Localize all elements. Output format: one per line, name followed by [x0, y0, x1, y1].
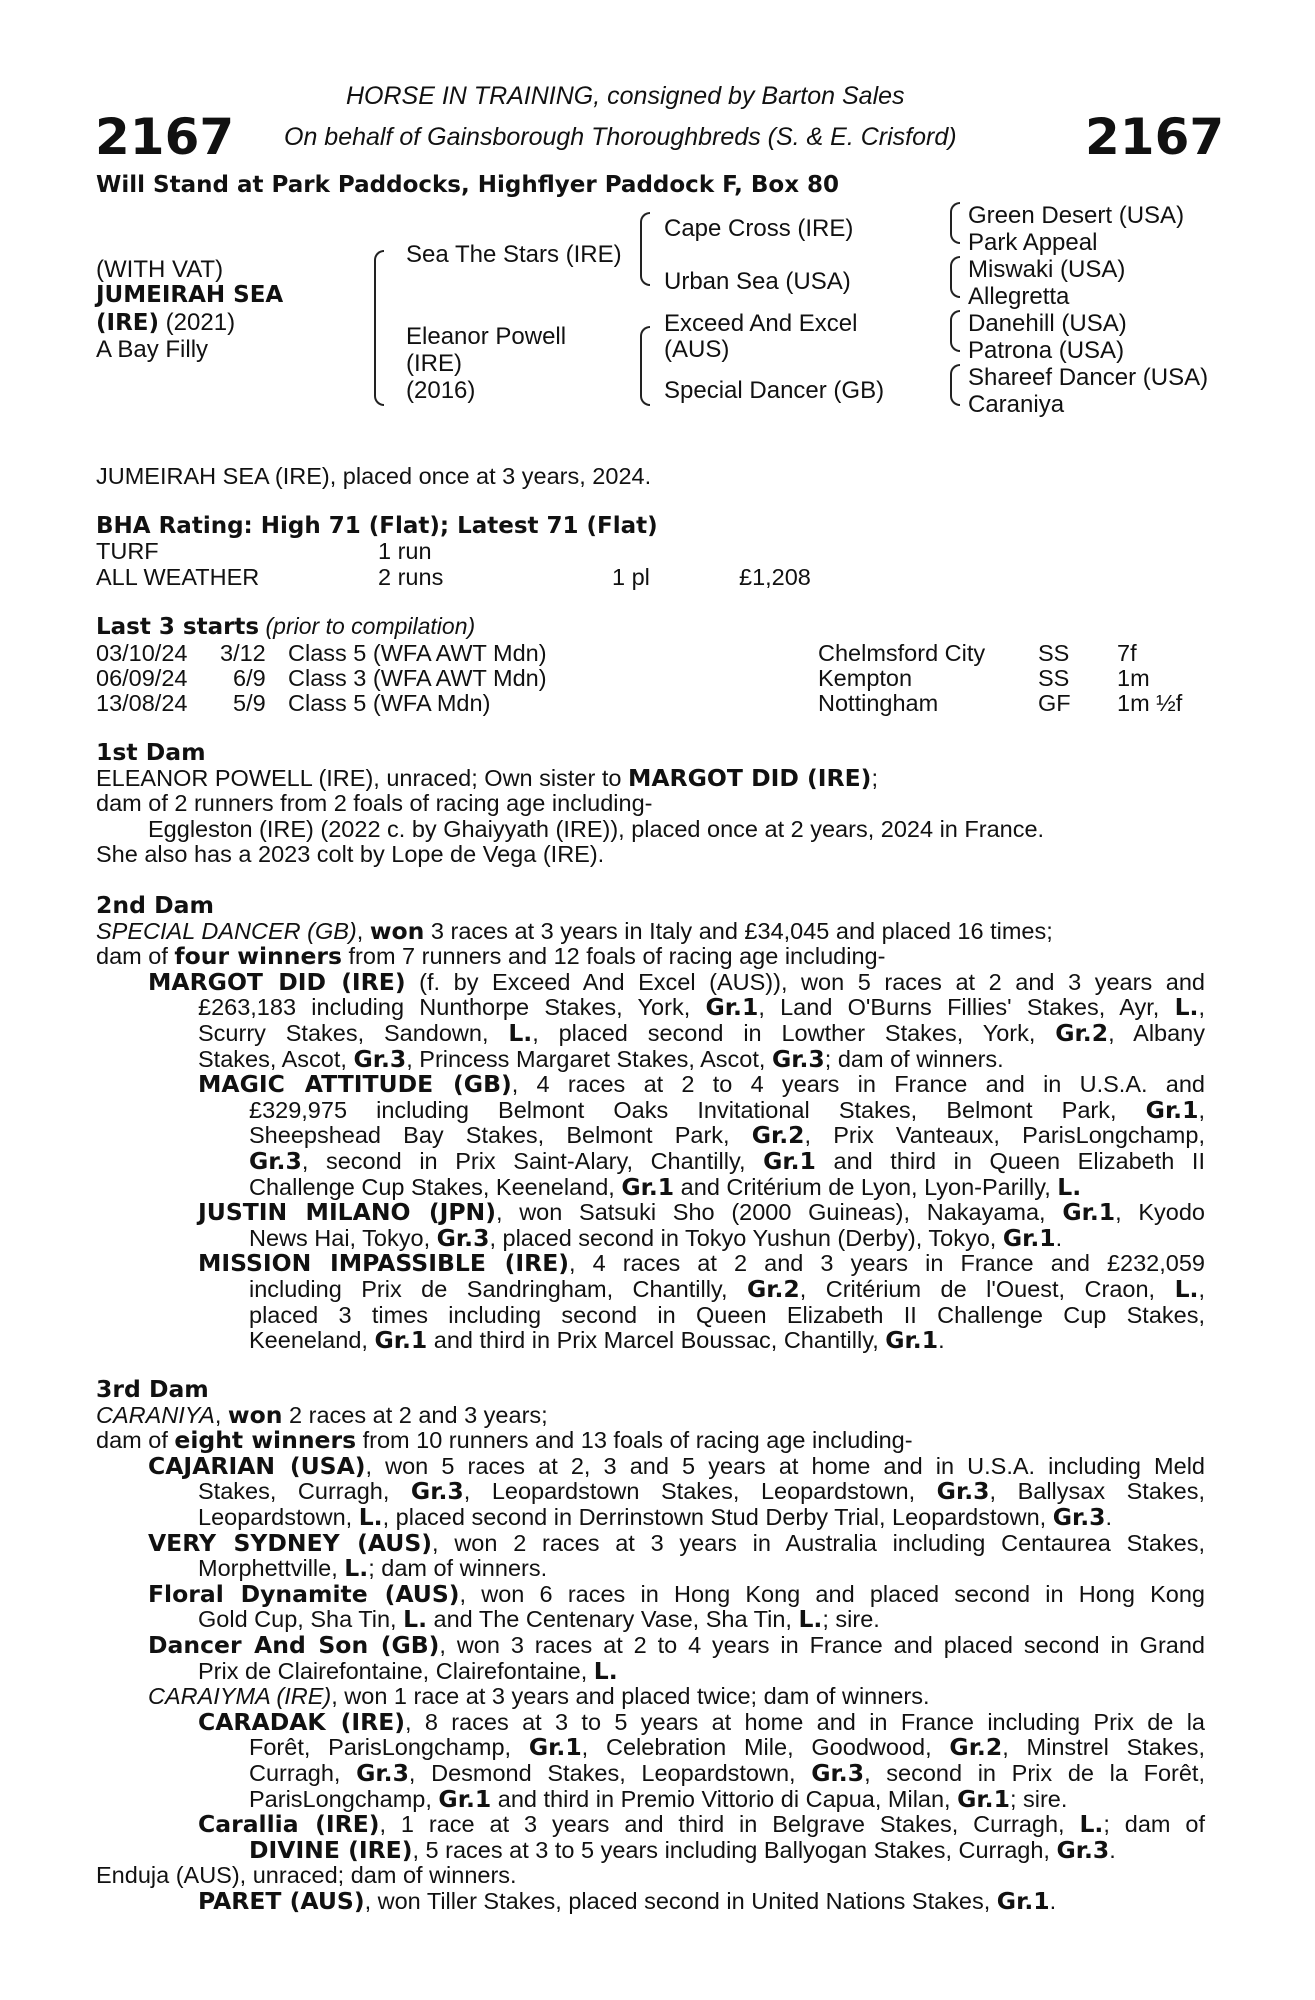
rating-surface: TURF [96, 538, 159, 564]
text: £263,183 including Nunthorpe Stakes, York, [198, 994, 706, 1021]
horse-year: (2021) [159, 309, 236, 336]
rating-surface: ALL WEATHER [96, 564, 260, 590]
mission-line: placed 3 times including second in Queen Elizabeth II Challenge Cup Stakes, [249, 1301, 1205, 1328]
grade: L. [593, 1656, 618, 1685]
caradak-line [96, 1735, 1205, 1761]
cajarian-line [96, 1479, 1205, 1505]
cajarian-line [96, 1451, 1205, 1480]
start-going: GF [1038, 690, 1071, 716]
third-dam-line [96, 1400, 1205, 1429]
text: Prix de Clairefontaine, Clairefontaine, [198, 1657, 594, 1684]
horse-ref: JUSTIN MILANO (JPN) [198, 1198, 496, 1227]
start-course: Kempton [818, 665, 913, 691]
grade: Gr.3 [356, 1758, 409, 1787]
start-race: Class 5 (WFA Mdn) [288, 690, 491, 716]
grade: Gr.1 [763, 1146, 816, 1175]
start-course: Nottingham [818, 690, 939, 716]
text: and third in Queen Elizabeth II [815, 1147, 1205, 1174]
on-behalf-line: On behalf of Gainsborough Thoroughbreds (S. & E. Crisford) [284, 123, 957, 151]
pedigree-dam-sire-2: (AUS) [664, 336, 730, 363]
floral-line [96, 1607, 1205, 1633]
text: ; dam of [1103, 1811, 1205, 1838]
horse-name: JUMEIRAH SEA [96, 282, 284, 308]
text: ; dam of winners. [824, 1045, 1004, 1072]
horse-name-country [96, 309, 235, 337]
text: and third in Prix Marcel Boussac, Chantilly, [427, 1327, 886, 1354]
pedigree-brace-ss [950, 202, 960, 244]
text: , [1198, 1275, 1205, 1302]
text: . [1105, 1503, 1113, 1530]
text: and Critérium de Lyon, Lyon-Parilly, [674, 1173, 1058, 1200]
rating-runs: 1 run [378, 538, 432, 564]
magic-line [96, 1072, 1205, 1098]
text: ELEANOR POWELL (IRE), unraced; Own sister to [96, 764, 628, 791]
pedigree-sire-dam: Urban Sea (USA) [664, 268, 851, 295]
text: , Desmond Stakes, Leopardstown, [408, 1759, 812, 1786]
justin-line [96, 1200, 1205, 1226]
text: , won Satsuki Sho (2000 Guineas), Nakayama, [495, 1199, 1063, 1226]
last-starts-label: Last 3 starts [96, 614, 260, 640]
rating-placed: 1 pl [612, 564, 650, 590]
text: , Leopardstown Stakes, Leopardstown, [463, 1478, 937, 1505]
start-distance: 7f [1117, 640, 1137, 666]
horse-ref: MISSION IMPASSIBLE (IRE) [198, 1249, 570, 1278]
pedigree-ssd: Park Appeal [968, 229, 1098, 256]
text: Gold Cup, Sha Tin, [198, 1606, 404, 1633]
grade: Gr.2 [746, 1274, 800, 1303]
pedigree-sire: Sea The Stars (IRE) [406, 241, 622, 268]
start-position: 6/9 [233, 665, 266, 691]
start-date: 13/08/24 [96, 690, 188, 716]
second-dam-title: 2nd Dam [96, 891, 214, 919]
horse-ref: PARET (AUS) [198, 1886, 365, 1915]
grade: Gr.1 [1145, 1095, 1199, 1124]
text: , 4 races at 2 and 3 years in France and £232,059 [569, 1250, 1205, 1277]
text: , 4 races at 2 to 4 years in France and in U.S.A. and [511, 1071, 1205, 1098]
text: , second in Prix Saint-Alary, Chantilly, [301, 1147, 764, 1174]
grade: Gr.1 [374, 1326, 428, 1355]
text: , Land O'Burns Fillies' Stakes, Ayr, [758, 994, 1175, 1021]
text: , won Tiller Stakes, placed second in United Nations Stakes, [364, 1887, 997, 1914]
text: , Ballysax Stakes, [989, 1478, 1206, 1505]
pedigree-brace-sd [950, 256, 960, 298]
margot-line [96, 967, 1205, 996]
first-dam-produce: Eggleston (IRE) (2022 c. by Ghaiyyath (IRE)), placed once at 2 years, 2024 in France. [148, 815, 1045, 842]
text: , [1198, 1096, 1205, 1123]
grade: Gr.1 [885, 1326, 939, 1355]
text: Morphettville, [198, 1555, 345, 1582]
third-dam-line [96, 1428, 1205, 1454]
start-race: Class 3 (WFA AWT Mdn) [288, 665, 547, 691]
second-dam-section [96, 893, 1205, 1354]
horse-ref: Carallia (IRE) [198, 1810, 380, 1839]
horse-ref: CARAIYMA (IRE) [148, 1683, 332, 1710]
horse-ref: DIVINE (IRE) [249, 1835, 413, 1864]
second-dam-line [96, 944, 1205, 970]
stand-location: Will Stand at Park Paddocks, Highflyer Paddock F, Box 80 [96, 172, 840, 198]
pedigree-brace-dd [950, 364, 960, 406]
grade: Gr.1 [438, 1784, 492, 1813]
start-date: 06/09/24 [96, 665, 188, 691]
mission-line [96, 1251, 1205, 1277]
paret-line [96, 1886, 1205, 1915]
caradak-line [96, 1784, 1205, 1813]
enduja-line: Enduja (AUS), unraced; dam of winners. [96, 1862, 517, 1889]
lot-number-right: 2167 [1085, 108, 1225, 166]
second-dam-line [96, 916, 1205, 945]
grade: Gr.3 [811, 1758, 865, 1787]
text: , placed second in Derrinstown Stud Derby Trial, Leopardstown, [382, 1503, 1053, 1530]
winners-count: four winners [174, 942, 342, 971]
text: including Prix de Sandringham, Chantilly, [249, 1275, 747, 1302]
text: ; sire. [1009, 1785, 1068, 1812]
first-dam-line [96, 763, 1205, 792]
mission-line [96, 1328, 1205, 1354]
text: ; sire. [822, 1606, 880, 1633]
start-distance: 1m [1117, 665, 1150, 691]
horse-ref: CARADAK (IRE) [198, 1707, 405, 1736]
text: , 8 races at 3 to 5 years at home and in France including Prix de la [405, 1708, 1205, 1735]
lot-number-left: 2167 [95, 108, 235, 166]
dam-name: CARANIYA [96, 1401, 215, 1428]
text: , won 6 races in Hong Kong and placed second in Hong Kong [459, 1580, 1205, 1607]
horse-ref: CAJARIAN (USA) [148, 1451, 366, 1480]
race-summary: JUMEIRAH SEA (IRE), placed once at 3 years, 2024. [96, 463, 652, 489]
grade: L. [344, 1554, 369, 1583]
text: , won 1 race at 3 years and placed twice; dam of winners. [331, 1683, 930, 1710]
grade: Gr.3 [353, 1044, 407, 1073]
carallia-line [96, 1812, 1205, 1838]
grade: L. [1057, 1172, 1082, 1201]
grade: Gr.1 [1062, 1198, 1116, 1227]
text: Keeneland, [249, 1327, 375, 1354]
rating-runs: 2 runs [378, 564, 444, 590]
text: Stakes, Curragh, [198, 1478, 411, 1505]
pedigree-brace-sire [640, 212, 650, 286]
grade: Gr.3 [936, 1477, 990, 1506]
start-course: Chelmsford City [818, 640, 986, 666]
text: Leopardstown, [198, 1503, 359, 1530]
pedigree-dss: Danehill (USA) [968, 310, 1127, 337]
text: from 10 runners and 13 foals of racing age including- [356, 1427, 913, 1454]
margot-line [96, 1044, 1205, 1073]
sydney-line [96, 1528, 1205, 1557]
pedigree-sire-sire: Cape Cross (IRE) [664, 215, 854, 242]
grade: Gr.1 [528, 1733, 582, 1762]
grade: Gr.3 [436, 1223, 490, 1252]
grade: L. [798, 1605, 823, 1634]
text: , won 3 races at 2 to 4 years in France and placed second in Grand [439, 1631, 1205, 1658]
horse-description: A Bay Filly [96, 336, 209, 363]
horse-ref: MARGOT DID (IRE) [148, 967, 406, 996]
grade: L. [508, 1018, 533, 1047]
pedigree-ddd: Caraniya [968, 391, 1065, 418]
horse-ref: Floral Dynamite (AUS) [148, 1579, 460, 1608]
last-starts-title [96, 613, 475, 640]
text: , won 5 races at 2, 3 and 5 years at home and in U.S.A. including Meld [365, 1452, 1205, 1479]
grade: Gr.1 [1002, 1223, 1056, 1252]
text: £329,975 including Belmont Oaks Invitational Stakes, Belmont Park, [249, 1096, 1146, 1123]
start-position: 3/12 [220, 640, 266, 666]
pedigree-sss: Green Desert (USA) [968, 202, 1185, 229]
text: . [1049, 1887, 1057, 1914]
grade: L. [1079, 1810, 1104, 1839]
text: , Princess Margaret Stakes, Ascot, [406, 1045, 772, 1072]
last-starts-note: (prior to compilation) [259, 613, 476, 639]
magic-line [96, 1123, 1205, 1149]
text: . [1109, 1836, 1116, 1863]
text: ; [871, 764, 878, 791]
dancer-line [96, 1656, 1205, 1685]
pedigree-dam-3: (2016) [406, 377, 476, 404]
grade: Gr.2 [949, 1733, 1003, 1762]
grade: L. [1174, 993, 1199, 1022]
text: Challenge Cup Stakes, Keeneland, [249, 1173, 622, 1200]
rating-prize: £1,208 [739, 564, 811, 590]
text: , Celebration Mile, Goodwood, [581, 1734, 950, 1761]
dam-name: SPECIAL DANCER (GB) [96, 917, 357, 944]
magic-line [96, 1095, 1205, 1124]
third-dam-title: 3rd Dam [96, 1375, 209, 1403]
text: , [214, 1401, 228, 1428]
text: Scurry Stakes, Sandown, [198, 1019, 509, 1046]
text: , 1 race at 3 years and third in Belgrave Stakes, Curragh, [379, 1811, 1080, 1838]
text: , Kyodo [1115, 1199, 1205, 1226]
text: Stakes, Ascot, [198, 1045, 354, 1072]
grade: Gr.1 [996, 1886, 1050, 1915]
consignor-line: HORSE IN TRAINING, consigned by Barton Sales [346, 82, 905, 110]
pedigree-dam-dam: Special Dancer (GB) [664, 377, 885, 404]
grade: Gr.3 [1052, 1502, 1106, 1531]
grade: Gr.3 [410, 1477, 464, 1506]
text: 3 races at 3 years in Italy and £34,045 and placed 16 times; [424, 917, 1053, 944]
bha-rating-title: BHA Rating: High 71 (Flat); Latest 71 (Flat) [96, 513, 658, 539]
text: from 7 runners and 12 foals of racing age including- [342, 943, 886, 970]
text: and third in Premio Vittorio di Capua, Milan, [491, 1785, 958, 1812]
horse-ref: Dancer And Son (GB) [148, 1630, 440, 1659]
text: ParisLongchamp, [249, 1785, 439, 1812]
sydney-line [96, 1556, 1205, 1582]
text: ; dam of winners. [368, 1555, 548, 1582]
grade: Gr.1 [705, 993, 759, 1022]
pedigree-dam-sire-1: Exceed And Excel [664, 310, 858, 337]
floral-line [96, 1579, 1205, 1608]
grade: Gr.3 [1056, 1835, 1110, 1864]
text: , Minstrel Stakes, [1002, 1734, 1205, 1761]
caraiyma-line [96, 1684, 1205, 1710]
text: Forêt, ParisLongchamp, [249, 1734, 529, 1761]
text: Curragh, [249, 1759, 357, 1786]
magic-line [96, 1172, 1205, 1201]
text: , [356, 917, 370, 944]
margot-line [96, 1018, 1205, 1047]
first-dam-line: She also has a 2023 colt by Lope de Vega (IRE). [96, 841, 605, 868]
horse-ref: VERY SYDNEY (AUS) [148, 1528, 433, 1557]
grade: Gr.3 [249, 1146, 302, 1175]
justin-line [96, 1223, 1205, 1252]
third-dam-section [96, 1377, 1205, 1914]
horse-country: (IRE) [96, 310, 160, 336]
pedigree-dsd: Patrona (USA) [968, 337, 1125, 364]
text: , won 2 races at 3 years in Australia including Centaurea Stakes, [432, 1529, 1205, 1556]
text: and The Centenary Vase, Sha Tin, [427, 1606, 799, 1633]
text: (f. by Exceed And Excel (AUS)), won 5 races at 2 and 3 years and [405, 968, 1205, 995]
pedigree-brace-main [374, 250, 384, 406]
text: , [1198, 994, 1205, 1021]
horse-ref: MARGOT DID (IRE) [627, 763, 872, 792]
text: News Hai, Tokyo, [249, 1224, 437, 1251]
start-distance: 1m ½f [1117, 690, 1183, 716]
grade: Gr.3 [771, 1044, 825, 1073]
horse-ref: MAGIC ATTITUDE (GB) [198, 1070, 512, 1099]
text: , second in Prix de la Forêt, [864, 1759, 1205, 1786]
dancer-line [96, 1630, 1205, 1659]
text: , Prix Vanteaux, ParisLongchamp, [804, 1122, 1205, 1149]
text: dam of [96, 1427, 175, 1454]
grade: Gr.1 [621, 1172, 675, 1201]
magic-line [96, 1146, 1205, 1175]
text: , Albany [1108, 1019, 1205, 1046]
cajarian-line [96, 1502, 1205, 1531]
pedigree-sds: Miswaki (USA) [968, 256, 1126, 283]
won: won [369, 916, 425, 945]
first-dam-line: dam of 2 runners from 2 foals of racing age including- [96, 790, 653, 817]
won: won [227, 1400, 283, 1429]
vat-note: (WITH VAT) [96, 256, 224, 283]
start-going: SS [1038, 665, 1070, 691]
pedigree-brace-dam [640, 326, 650, 406]
caradak-line [96, 1707, 1205, 1736]
first-dam-title: 1st Dam [96, 738, 206, 766]
start-race: Class 5 (WFA AWT Mdn) [288, 640, 547, 666]
text: Sheepshead Bay Stakes, Belmont Park, [249, 1122, 752, 1149]
grade: Gr.1 [957, 1784, 1010, 1813]
start-position: 5/9 [233, 690, 266, 716]
pedigree-brace-ds [950, 310, 960, 352]
pedigree-dam-2: (IRE) [406, 350, 462, 377]
pedigree-dds: Shareef Dancer (USA) [968, 364, 1209, 391]
text: dam of [96, 943, 175, 970]
grade: Gr.2 [1055, 1018, 1109, 1047]
pedigree-sdd: Allegretta [968, 283, 1070, 310]
divine-line [96, 1835, 1205, 1864]
start-going: SS [1038, 640, 1070, 666]
text: 2 races at 2 and 3 years; [282, 1401, 548, 1428]
grade: L. [1174, 1274, 1199, 1303]
text: . [1055, 1224, 1063, 1251]
mission-line [96, 1274, 1205, 1303]
text: , 5 races at 3 to 5 years including Ballyogan Stakes, Curragh, [412, 1836, 1057, 1863]
text: , placed second in Lowther Stakes, York, [532, 1019, 1056, 1046]
pedigree-dam-1: Eleanor Powell [406, 323, 567, 350]
margot-line [96, 995, 1205, 1021]
start-date: 03/10/24 [96, 640, 188, 666]
text: , Critérium de l'Ouest, Craon, [799, 1275, 1175, 1302]
text: , placed second in Tokyo Yushun (Derby), Tokyo, [489, 1224, 1003, 1251]
winners-count: eight winners [174, 1426, 357, 1455]
grade: L. [403, 1605, 427, 1634]
grade: L. [358, 1502, 383, 1531]
grade: Gr.2 [751, 1121, 805, 1150]
caradak-line [96, 1758, 1205, 1787]
first-dam-section [96, 740, 1205, 868]
text: . [938, 1327, 945, 1354]
